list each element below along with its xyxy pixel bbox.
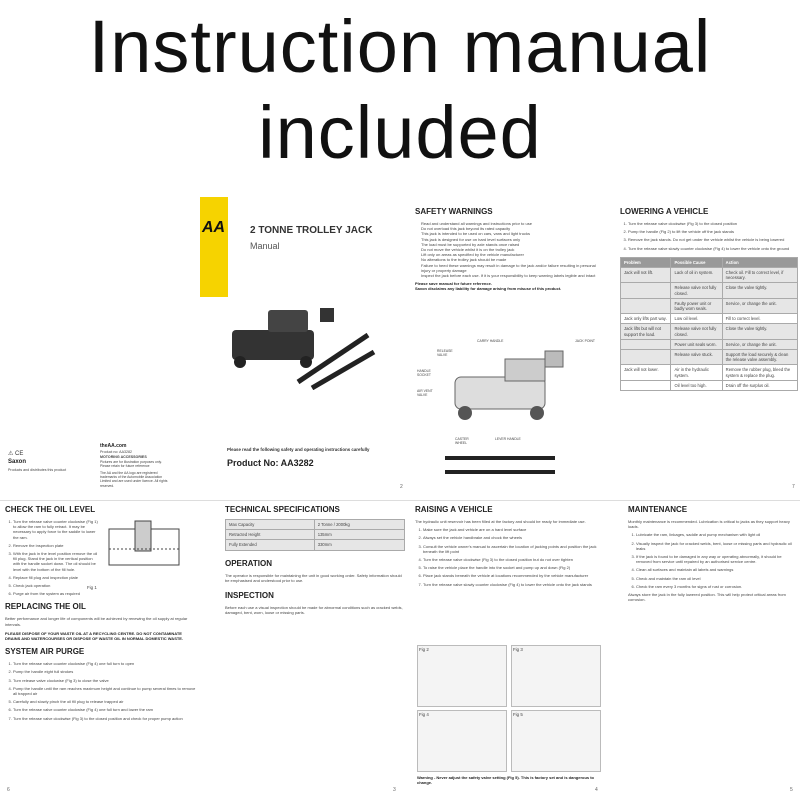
check-oil-panel — [5, 505, 197, 797]
table-cell — [621, 283, 671, 298]
label-jack-point: JACK POINT — [575, 339, 595, 343]
jack-wheel-rear — [300, 356, 312, 368]
maintenance-panel — [628, 505, 798, 797]
page-number: 2 — [400, 484, 403, 490]
headline — [0, 4, 800, 176]
storage-text: Always store the jack in the fully lowered position. This will help protect critical areas from corrosion. — [628, 592, 786, 603]
spec-label: Retracted Height — [226, 530, 315, 540]
table-cell: Lack of oil in system. — [671, 268, 722, 283]
fig-3-label: Fig 3 — [513, 647, 523, 652]
table-cell: Service, or change the unit. — [722, 339, 797, 349]
cover-product-no: Product No: AA3282 — [227, 458, 314, 468]
raising-step: 4. Turn the release valve clockwise (Fig 3) to the closed position but do not over tighten — [423, 557, 605, 562]
safety-item: • The load must be supported by axle stands once raised — [421, 242, 605, 247]
air-purge-step: 1. Turn the release valve counter clockwise (Fig 4) one full turn to open — [13, 661, 197, 666]
maintenance-step: 1. Lubricate the ram, linkages, saddle and pump mechanism with light oil — [636, 532, 798, 537]
spec-value: 330mm — [314, 540, 404, 550]
tech-title: TECHNICAL SPECIFICATIONS — [225, 505, 340, 514]
lowering-step: 2. Pump the handle (Fig 2) to lift the vehicle off the jack stands — [628, 229, 798, 234]
table-cell: Low oil level. — [671, 314, 722, 324]
raising-step: 1. Make sure the jack and vehicle are on a hard level surface — [423, 527, 605, 532]
lowering-panel — [620, 207, 798, 497]
lowering-steps — [620, 221, 798, 251]
label-caster-wheel: CASTER WHEEL — [455, 437, 469, 445]
headline-line-1: Instruction manual — [88, 5, 712, 88]
table-cell: Check oil. Fill to correct level, if necessary. — [722, 268, 797, 283]
maintenance-title: MAINTENANCE — [628, 505, 688, 514]
spec-label: Max Capacity — [226, 520, 315, 530]
fig-5-label: Fig 5 — [513, 712, 523, 717]
safety-panel — [415, 207, 605, 497]
table-row — [621, 324, 798, 339]
fig-5-illustration — [511, 710, 601, 772]
spec-value: 2 Tonne / 2000kg — [314, 520, 404, 530]
table-cell: Jack will not lift. — [621, 268, 671, 283]
page-number: 7 — [792, 484, 795, 490]
troubleshooting-table — [620, 257, 798, 391]
jack-saddle — [320, 308, 334, 322]
safety-item: • No alterations to the trolley jack should be made — [421, 257, 605, 262]
jack-handle-2 — [312, 352, 374, 388]
cover-instruction: Please read the following safety and operating instructions carefully — [227, 447, 370, 452]
raising-panel — [415, 505, 605, 797]
fig-4-illustration — [417, 710, 507, 772]
safety-item: • This jack is intended to be used on cars, vans and light trucks — [421, 231, 605, 236]
air-purge-step: 2. Pump the handle eight full strokes — [13, 669, 197, 674]
diagram-wheel-front — [458, 406, 472, 420]
maintenance-intro: Monthly maintenance is recommended. Lubrication is critical to jacks as they support heavy loads. — [628, 519, 790, 530]
raising-step: 6. Place jack stands beneath the vehicle at locations recommended by the vehicle manufacturer — [423, 573, 605, 578]
air-purge-step: 5. Carefully and slowly pinch the oil fill plug to release trapped air — [13, 699, 197, 704]
safety-list — [415, 221, 605, 278]
table-row — [621, 298, 798, 313]
ce-marks: ⚠ CE — [8, 451, 24, 457]
fig-3-illustration — [511, 645, 601, 707]
fig-1-label: Fig 1 — [87, 585, 97, 590]
raising-step: 2. Always set the vehicle handbrake and chock the wheels — [423, 535, 605, 540]
table-cell: Release valve not fully closed. — [671, 324, 722, 339]
jack-diagram — [445, 347, 595, 437]
air-purge-steps — [5, 661, 197, 721]
safety-save: Please save manual for future reference. — [415, 281, 492, 287]
label-air-vent-valve: AIR VENT VALVE — [417, 389, 433, 397]
table-header: Problem — [621, 257, 671, 267]
table-cell: Close the valve tightly. — [722, 324, 797, 339]
lowering-step: 3. Remove the jack stands. Do not get under the vehicle whilst the vehicle is being lowered — [628, 237, 798, 242]
table-cell: Drain off the surplus oil. — [722, 380, 797, 390]
fig-4-label: Fig 4 — [419, 712, 429, 717]
dispose-warning: PLEASE DISPOSE OF YOUR WASTE OIL AT A RECYCLING CENTRE. DO NOT CONTAMINATE DRAINS AND WATERCOURSES OR DISPOSE OF WASTE OIL IN NORMAL DOMESTIC WASTE. — [5, 630, 184, 642]
table-row — [621, 365, 798, 380]
cover-panel — [0, 195, 405, 495]
check-oil-step: 5. Check jack operation — [13, 583, 100, 588]
spec-value: 135mm — [314, 530, 404, 540]
raising-title: RAISING A VEHICLE — [415, 505, 493, 514]
table-cell: Release valve stuck. — [671, 350, 722, 365]
lever-handle-illustration — [445, 452, 565, 482]
table-header: Action — [722, 257, 797, 267]
table-cell: Support the load securely & clean the release valve assembly. — [722, 350, 797, 365]
check-oil-step: 1. Turn the release valve counter clockwise (Fig 1) to allow the ram to fully retract. It may be necessary to apply force to the saddle to lower the ram. — [13, 519, 100, 540]
table-cell: Jack will not lower. — [621, 365, 671, 380]
tech-panel — [225, 505, 405, 797]
table-cell: Oil level too high. — [671, 380, 722, 390]
check-oil-step: 4. Replace fill plug and inspection plate — [13, 575, 100, 580]
air-purge-step: 4. Pump the handle until the ram reaches maximum height and continue to pump several times to remove all trapped air — [13, 686, 197, 696]
label-lever-handle: LEVER HANDLE — [495, 437, 521, 441]
table-cell: Fill to correct level. — [722, 314, 797, 324]
table-cell — [621, 350, 671, 365]
safety-item: • This jack is designed for use on hard level surfaces only — [421, 237, 605, 242]
table-cell — [621, 298, 671, 313]
safety-item: • Do not overload this jack beyond its rated capacity — [421, 226, 605, 231]
jack-top — [268, 310, 308, 332]
page-number: 5 — [790, 787, 793, 793]
maintenance-step: 4. Clean all surfaces and maintain all labels and warnings — [636, 567, 798, 572]
check-oil-steps — [5, 519, 100, 596]
spec-row — [226, 520, 405, 530]
label-carry-handle: CARRY HANDLE — [477, 339, 504, 343]
lowering-step: 4. Turn the release valve slowly counter clockwise (Fig 4) to lower the vehicle onto the ground — [628, 246, 798, 251]
air-purge-step: 7. Turn the release valve clockwise (Fig 3) to the closed position and check for proper pump action — [13, 716, 197, 721]
table-row — [621, 314, 798, 324]
oil-level-diagram — [105, 519, 193, 579]
safety-item: • Do not move the vehicle whilst it is on the trolley jack — [421, 247, 605, 252]
spec-row — [226, 540, 405, 550]
table-header-row — [621, 257, 798, 267]
raising-step: 5. To raise the vehicle place the handle into the socket and pump up and down (Fig 2) — [423, 565, 605, 570]
safety-item: • Lift only on areas as specified by the vehicle manufacturer — [421, 252, 605, 257]
aa-logo-text: AA — [202, 219, 226, 236]
raising-steps — [415, 527, 605, 587]
table-cell: Jack only lifts part way. — [621, 314, 671, 324]
table-row — [621, 380, 798, 390]
aa-logo — [200, 197, 228, 297]
table-cell: Release valve not fully closed. — [671, 283, 722, 298]
cover-subtitle: Manual — [250, 241, 280, 251]
diagram-arm — [505, 359, 545, 381]
trolley-jack-illustration — [228, 290, 378, 390]
check-oil-step: 6. Purge air from the system as required — [13, 591, 100, 596]
lowering-title: LOWERING A VEHICLE — [620, 207, 709, 216]
page-number: 4 — [595, 787, 598, 793]
product-line: Product no: AA3282 — [100, 450, 132, 454]
safety-item: • Inspect the jack before each use. If it is your responsibility to keep warning labels legible and intact — [421, 273, 605, 278]
fig-2-label: Fig 2 — [419, 647, 429, 652]
accessories-heading: MOTORING ACCESSORIES — [100, 455, 147, 459]
page-number: 3 — [393, 787, 396, 793]
maintenance-step: 5. Check and maintain the ram oil level — [636, 576, 798, 581]
distributor-text: Products and distributes this product — [8, 468, 67, 472]
jack-wheel-front — [234, 356, 246, 368]
table-row — [621, 350, 798, 365]
maintenance-step: 3. If the jack is found to be damaged in any way or operating abnormally, it should be removed from service until repaired by an authorised service centre. — [636, 554, 798, 564]
air-purge-title: SYSTEM AIR PURGE — [5, 647, 85, 657]
table-cell: Jack lifts but will not support the load. — [621, 324, 671, 339]
section-divider — [0, 500, 800, 501]
table-cell: Remove the rubber plug, bleed the system & replace the plug. — [722, 365, 797, 380]
replace-oil-title: REPLACING THE OIL — [5, 602, 86, 612]
diagram-saddle — [545, 351, 563, 367]
safety-valve-warning: Warning - Never adjust the safety valve setting (Fig 5). This is factory set and is dangerous to change. — [417, 775, 595, 786]
accessories-text: Pictures are for illustration purposes only. Please retain for future reference — [100, 460, 162, 469]
website: theAA.com — [100, 443, 127, 449]
spec-table — [225, 519, 405, 551]
table-cell: Power unit seals worn. — [671, 339, 722, 349]
check-oil-steps-wrap — [5, 519, 100, 596]
brand-name: Saxon — [8, 459, 27, 465]
raising-step: 3. Consult the vehicle owner's manual to ascertain the location of jacking points and position the jack beneath the lift point — [423, 544, 605, 554]
label-release-valve: RELEASE VALVE — [437, 349, 453, 357]
table-cell: Close the valve tightly. — [722, 283, 797, 298]
label-handle-socket: HANDLE SOCKET — [417, 369, 431, 377]
table-header: Possible Cause — [671, 257, 722, 267]
maintenance-step: 2. Visually inspect the jack for cracked welds, bent, loose or missing parts and hydraulic oil leaks — [636, 541, 798, 551]
spec-label: Fully Extended — [226, 540, 315, 550]
raising-intro: The hydraulic unit reservoir has been filled at the factory and should be ready for immediate use. — [415, 519, 586, 524]
check-oil-title: CHECK THE OIL LEVEL — [5, 505, 96, 514]
headline-line-2: included — [258, 91, 542, 174]
air-purge-step: 3. Turn release valve clockwise (Fig 3) to close the valve — [13, 678, 197, 683]
safety-item: • Read and understand all warnings and instructions prior to use — [421, 221, 605, 226]
fig-2-illustration — [417, 645, 507, 707]
trademark-text: The AA and the AA logo are registered trademarks of the Automobile Association Limited and are used under licence. All rights reserved. — [100, 471, 168, 488]
inspection-title: INSPECTION — [225, 591, 274, 601]
diagram-body — [455, 377, 545, 409]
check-oil-step: 3. With the jack in the level position remove the oil fill plug. Stand the jack in the vertical position with the handle socket down. The oil should be level with the bottom of the fill hole. — [13, 551, 100, 572]
oil-diagram-ram — [135, 521, 151, 551]
cover-title: 2 TONNE TROLLEY JACK — [250, 225, 373, 236]
check-oil-step: 2. Remove the inspection plate — [13, 543, 100, 548]
inspection-text: Before each use a visual inspection should be made for abnormal conditions such as cracked welds, damaged, bent, worn, loose or missing parts. — [225, 605, 403, 616]
safety-item: • Failure to heed these warnings may result in damage to the jack and/or failure resulting in personal injury or property damage — [421, 263, 605, 273]
table-cell: Faulty power unit or badly worn seals. — [671, 298, 722, 313]
diagram-wheel-rear — [530, 406, 544, 420]
table-cell: Air in the hydraulic system. — [671, 365, 722, 380]
operation-title: OPERATION — [225, 558, 272, 568]
maintenance-steps — [628, 532, 798, 589]
page-number: 6 — [7, 787, 10, 793]
air-purge-step: 6. Turn the release valve counter clockwise (Fig 4) one full turn and lower the ram — [13, 707, 197, 712]
raising-step: 7. Turn the release valve slowly counter clockwise (Fig 4) to lower the vehicle onto the jack stands — [423, 582, 605, 587]
spec-row — [226, 530, 405, 540]
table-row — [621, 268, 798, 283]
table-row — [621, 339, 798, 349]
replace-oil-text: Better performance and longer life of components will be achieved by renewing the oil supply at regular intervals. — [5, 616, 188, 627]
jack-body — [232, 330, 314, 360]
safety-disclaimer: Saxon disclaims any liability for damage arising from misuse of this product. — [415, 286, 562, 292]
lowering-step: 1. Turn the release valve clockwise (Fig 3) to the closed position — [628, 221, 798, 226]
operation-text: The operator is responsible for maintaining the unit in good working order. Safety information should be emphasised and understood prior to use. — [225, 572, 402, 583]
table-cell — [621, 339, 671, 349]
table-row — [621, 283, 798, 298]
table-cell — [621, 380, 671, 390]
safety-title: SAFETY WARNINGS — [415, 207, 493, 216]
maintenance-step: 6. Check the ram every 3 months for signs of rust or corrosion. — [636, 584, 798, 589]
table-cell: Service, or change the unit. — [722, 298, 797, 313]
